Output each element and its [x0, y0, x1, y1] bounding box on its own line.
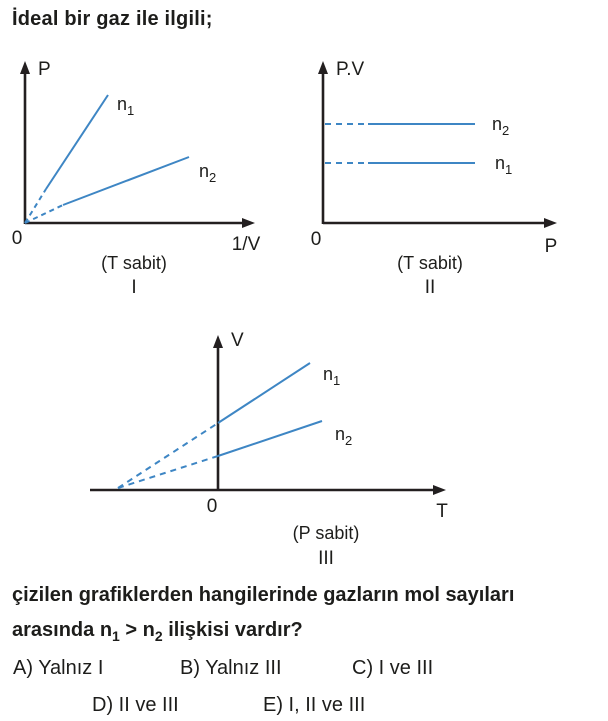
y-axis-label: P: [38, 59, 51, 80]
option-e: E) I, II ve III: [263, 694, 366, 716]
graph-III: [85, 318, 475, 573]
line-label-n1: $n_1$: [323, 364, 341, 388]
line-label-n2: $n_2$: [335, 424, 353, 448]
line-label-n1: $n_1$: [117, 94, 135, 118]
option-d: D) II ve III: [92, 694, 179, 716]
graph-numeral: II: [424, 277, 436, 298]
graph-numeral: I: [131, 277, 137, 298]
line-label-n2: $n_2$: [199, 161, 217, 185]
subscript-1: 1: [112, 628, 120, 644]
question-intro: İdeal bir gaz ile ilgili;: [12, 8, 213, 30]
line-n1-solid: [218, 363, 310, 423]
origin-label: 0: [11, 228, 23, 249]
subscript-2: 2: [154, 628, 163, 644]
question-line-2: arasında $n_1 > n_2$ ilişkisi vardır?: [12, 619, 303, 644]
origin-label: 0: [206, 496, 218, 517]
line-n2-solid: [63, 157, 189, 205]
graph-I: [0, 48, 280, 300]
y-axis-label: V: [231, 330, 244, 351]
option-b: B) Yalnız III: [180, 657, 282, 679]
option-a: A) Yalnız I: [13, 657, 104, 679]
line-n1-solid: [46, 95, 108, 189]
y-axis-label: P.V: [336, 59, 365, 80]
origin-label: 0: [310, 229, 322, 250]
line-label-n2: $n_2$: [492, 114, 510, 138]
line-n2-dashed: [118, 456, 218, 488]
x-axis-label: P: [544, 236, 558, 257]
line-n1-dashed: [118, 423, 218, 488]
graph-numeral: III: [318, 548, 334, 569]
question-line-1: çizilen grafiklerden hangilerinde gazların mol sayıları: [12, 584, 515, 606]
condition-label: (P sabit): [292, 523, 360, 543]
line-n2-solid: [218, 421, 322, 456]
option-c: C) I ve III: [352, 657, 434, 679]
condition-label: (T sabit): [397, 253, 463, 273]
line-label-n1: $n_1$: [495, 153, 513, 177]
x-axis-label: T: [436, 501, 448, 522]
condition-label: (T sabit): [101, 253, 167, 273]
question-text: [12, 578, 604, 648]
graph-II: [290, 48, 608, 300]
x-axis-label: 1/V: [231, 234, 261, 255]
